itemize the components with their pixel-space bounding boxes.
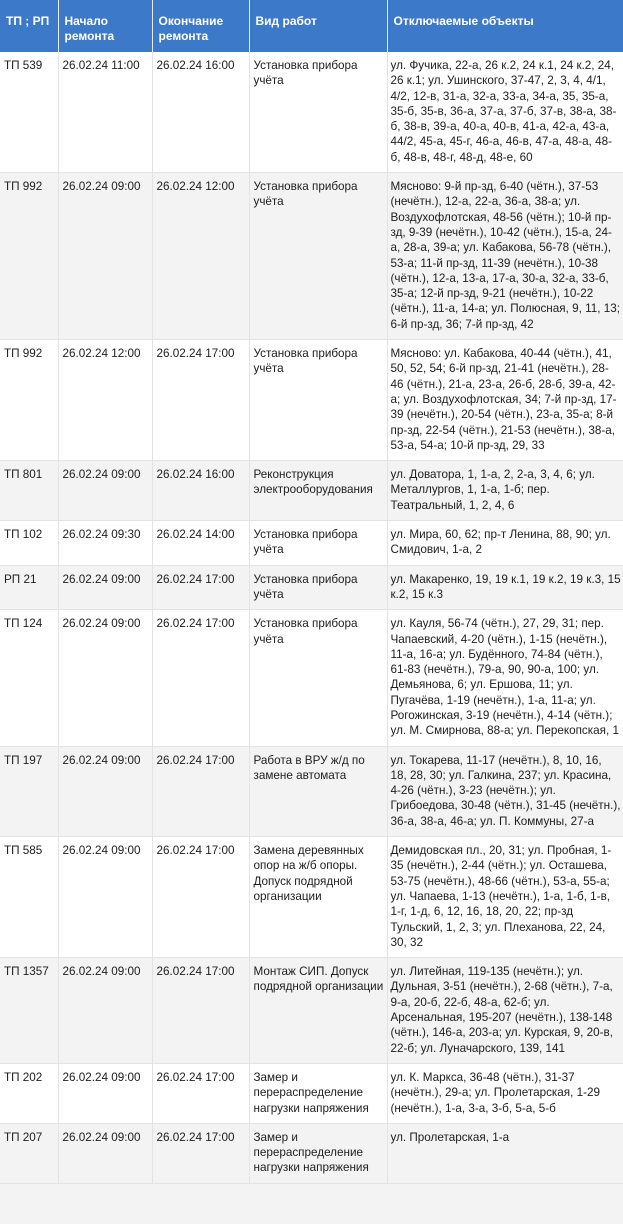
cell-end: 26.02.24 17:00 (152, 565, 249, 610)
cell-tp: ТП 102 (0, 521, 58, 566)
cell-objects: ул. Доватора, 1, 1-а, 2, 2-а, 3, 4, 6; ул. Металлургов, 1, 1-а, 1-б; пер. Театральный, 1, 2, 4, 6 (387, 461, 623, 521)
header-objects: Отключаемые объекты (387, 0, 623, 52)
cell-work: Установка прибора учёта (249, 340, 387, 461)
cell-end: 26.02.24 17:00 (152, 1123, 249, 1183)
table-row (0, 461, 623, 521)
cell-end: 26.02.24 17:00 (152, 837, 249, 958)
cell-end: 26.02.24 16:00 (152, 52, 249, 173)
cell-end: 26.02.24 17:00 (152, 746, 249, 836)
cell-work: Замер и перераспределение нагрузки напряжения (249, 1063, 387, 1123)
header-tp: ТП ; РП (0, 0, 58, 52)
cell-end: 26.02.24 17:00 (152, 958, 249, 1064)
table-row (0, 521, 623, 566)
cell-work: Реконструкция электрооборудования (249, 461, 387, 521)
cell-work: Установка прибора учёта (249, 521, 387, 566)
cell-end: 26.02.24 17:00 (152, 1063, 249, 1123)
header-end: Окончание ремонта (152, 0, 249, 52)
cell-start: 26.02.24 09:30 (58, 521, 152, 566)
cell-start: 26.02.24 12:00 (58, 340, 152, 461)
cell-start: 26.02.24 09:00 (58, 461, 152, 521)
cell-start: 26.02.24 09:00 (58, 565, 152, 610)
cell-start: 26.02.24 09:00 (58, 610, 152, 746)
table-row (0, 1123, 623, 1183)
cell-objects: ул. Фучика, 22-а, 26 к.2, 24 к.1, 24 к.2, 24, 26 к.1; ул. Ушинского, 37-47, 2, 3, 4, 4/1, 4/2, 12-в, 31-а, 32-а, 33-а, 34-а, 35, 35-а, 35-б, 35-в, 36-а, 37-а, 37-б, 37-в, 38-а, 38-б, 38-в, 39-а, 40-а, 40-в, 41-а, 42-а, 43-а, 44/2, 45-а, 45-г, 46-а, 46-в, 47-а, 48-а, 48-б, 48-в, 48-г, 48-д, 48-е, 60 (387, 52, 623, 173)
cell-tp: ТП 801 (0, 461, 58, 521)
cell-work: Установка прибора учёта (249, 52, 387, 173)
cell-start: 26.02.24 09:00 (58, 958, 152, 1064)
cell-start: 26.02.24 09:00 (58, 746, 152, 836)
cell-end: 26.02.24 12:00 (152, 173, 249, 340)
table-row (0, 837, 623, 958)
cell-end: 26.02.24 14:00 (152, 521, 249, 566)
cell-objects: ул. Макаренко, 19, 19 к.1, 19 к.2, 19 к.3, 15 к.2, 15 к.3 (387, 565, 623, 610)
cell-end: 26.02.24 17:00 (152, 340, 249, 461)
cell-objects: ул. Пролетарская, 1-а (387, 1123, 623, 1183)
cell-start: 26.02.24 09:00 (58, 173, 152, 340)
cell-start: 26.02.24 09:00 (58, 837, 152, 958)
table-row (0, 340, 623, 461)
cell-tp: ТП 992 (0, 173, 58, 340)
cell-work: Установка прибора учёта (249, 173, 387, 340)
cell-work: Замена деревянных опор на ж/б опоры. Допуск подрядной организации (249, 837, 387, 958)
cell-tp: ТП 539 (0, 52, 58, 173)
cell-objects: ул. Литейная, 119-135 (нечётн.); ул. Дульная, 3-51 (нечётн.), 2-68 (чётн.), 7-а, 9-а, 20-б, 22-б, 48-а, 62-б; ул. Арсенальная, 195-207 (нечётн.), 138-148 (чётн.), 146-а, 203-а; ул. Курская, 9, 20-в, 22-б; ул. Луначарского, 139, 141 (387, 958, 623, 1064)
table-row (0, 52, 623, 173)
cell-start: 26.02.24 09:00 (58, 1123, 152, 1183)
header-start: Начало ремонта (58, 0, 152, 52)
table-row (0, 746, 623, 836)
cell-end: 26.02.24 16:00 (152, 461, 249, 521)
cell-start: 26.02.24 11:00 (58, 52, 152, 173)
cell-tp: ТП 207 (0, 1123, 58, 1183)
cell-work: Установка прибора учёта (249, 610, 387, 746)
table-header (0, 0, 623, 52)
table-row (0, 173, 623, 340)
table-body (0, 52, 623, 1183)
table-row (0, 565, 623, 610)
cell-tp: РП 21 (0, 565, 58, 610)
cell-objects: Мясново: ул. Кабакова, 40-44 (чётн.), 41, 50, 52, 54; 6-й пр-зд, 21-41 (нечётн.), 28-46 (чётн.), 21-а, 23-а, 26-б, 28-б, 39-а, 42-а; ул. Воздухофлотская, 34; 7-й пр-зд, 17-39 (нечётн.), 20-54 (чётн.), 23-а, 35-а; 8-й пр-зд, 22-54 (чётн.), 21-53 (нечётн.), 38-а, 53-а, 54-а; 10-й пр-зд, 29, 33 (387, 340, 623, 461)
cell-objects: ул. Кауля, 56-74 (чётн.), 27, 29, 31; пер. Чапаевский, 4-20 (чётн.), 1-15 (нечётн.), 11-а, 16-а; ул. Будённого, 74-84 (чётн.), 61-83 (нечётн.), 79-а, 90, 90-а, 100; ул. Демьянова, 6; ул. Ершова, 11; ул. Пугачёва, 1-19 (нечётн.), 1-а, 11-а; ул. Рогожинская, 3-19 (нечётн.), 4-14 (чётн.); ул. М. Смирнова, 88-а; ул. Перекопская, 1 (387, 610, 623, 746)
cell-objects: Демидовская пл., 20, 31; ул. Пробная, 1-35 (нечётн.), 2-44 (чётн.); ул. Осташева, 53-75 (нечётн.), 48-66 (чётн.), 53-а, 55-а; ул. Чапаева, 1-13 (нечётн.), 1-а, 1-б, 1-в, 1-г, 1-д, 6, 12, 16, 18, 20, 22; пр-зд Тульский, 1, 2, 3; ул. Плеханова, 22, 24, 30, 32 (387, 837, 623, 958)
cell-objects: Мясново: 9-й пр-зд, 6-40 (чётн.), 37-53 (нечётн.), 12-а, 22-а, 36-а, 38-а; ул. Воздухофлотская, 48-56 (чётн.); 10-й пр-зд, 9-39 (нечётн.), 10-42 (чётн.), 15-а, 24-а, 28-а, 39-а; ул. Кабакова, 56-78 (чётн.), 53-а; 11-й пр-зд, 11-39 (нечётн.), 10-38 (чётн.), 12-а, 13-а, 17-а, 30-а, 32-а, 33-б, 35-а; 12-й пр-зд, 9-21 (нечётн.), 10-22 (чётн.), 11-а, 14-а; ул. Полюсная, 9, 11, 13; 6-й пр-зд, 36; 7-й пр-зд, 42 (387, 173, 623, 340)
cell-work: Установка прибора учёта (249, 565, 387, 610)
cell-start: 26.02.24 09:00 (58, 1063, 152, 1123)
cell-objects: ул. К. Маркса, 36-48 (чётн.), 31-37 (нечётн.), 29-а; ул. Пролетарская, 1-29 (нечётн.), 1-а, 3-а, 3-б, 5-а, 5-б (387, 1063, 623, 1123)
cell-objects: ул. Мира, 60, 62; пр-т Ленина, 88, 90; ул. Смидович, 1-а, 2 (387, 521, 623, 566)
header-work: Вид работ (249, 0, 387, 52)
cell-tp: ТП 1357 (0, 958, 58, 1064)
cell-tp: ТП 124 (0, 610, 58, 746)
table-row (0, 610, 623, 746)
cell-tp: ТП 197 (0, 746, 58, 836)
table-row (0, 958, 623, 1064)
cell-work: Работа в ВРУ ж/д по замене автомата (249, 746, 387, 836)
table-row (0, 1063, 623, 1123)
cell-tp: ТП 202 (0, 1063, 58, 1123)
cell-tp: ТП 585 (0, 837, 58, 958)
cell-tp: ТП 992 (0, 340, 58, 461)
bottom-strip (0, 1184, 623, 1224)
cell-objects: ул. Токарева, 11-17 (нечётн.), 8, 10, 16, 18, 28, 30; ул. Галкина, 237; ул. Красина, 4-26 (чётн.), 3-23 (нечётн.); ул. Грибоедова, 30-48 (чётн.), 31-45 (нечётн.), 36-а, 38-а, 46-а; ул. П. Коммуны, 27-а (387, 746, 623, 836)
cell-work: Замер и перераспределение нагрузки напряжения (249, 1123, 387, 1183)
cell-work: Монтаж СИП. Допуск подрядной организации (249, 958, 387, 1064)
header-row (0, 0, 623, 52)
cell-end: 26.02.24 17:00 (152, 610, 249, 746)
